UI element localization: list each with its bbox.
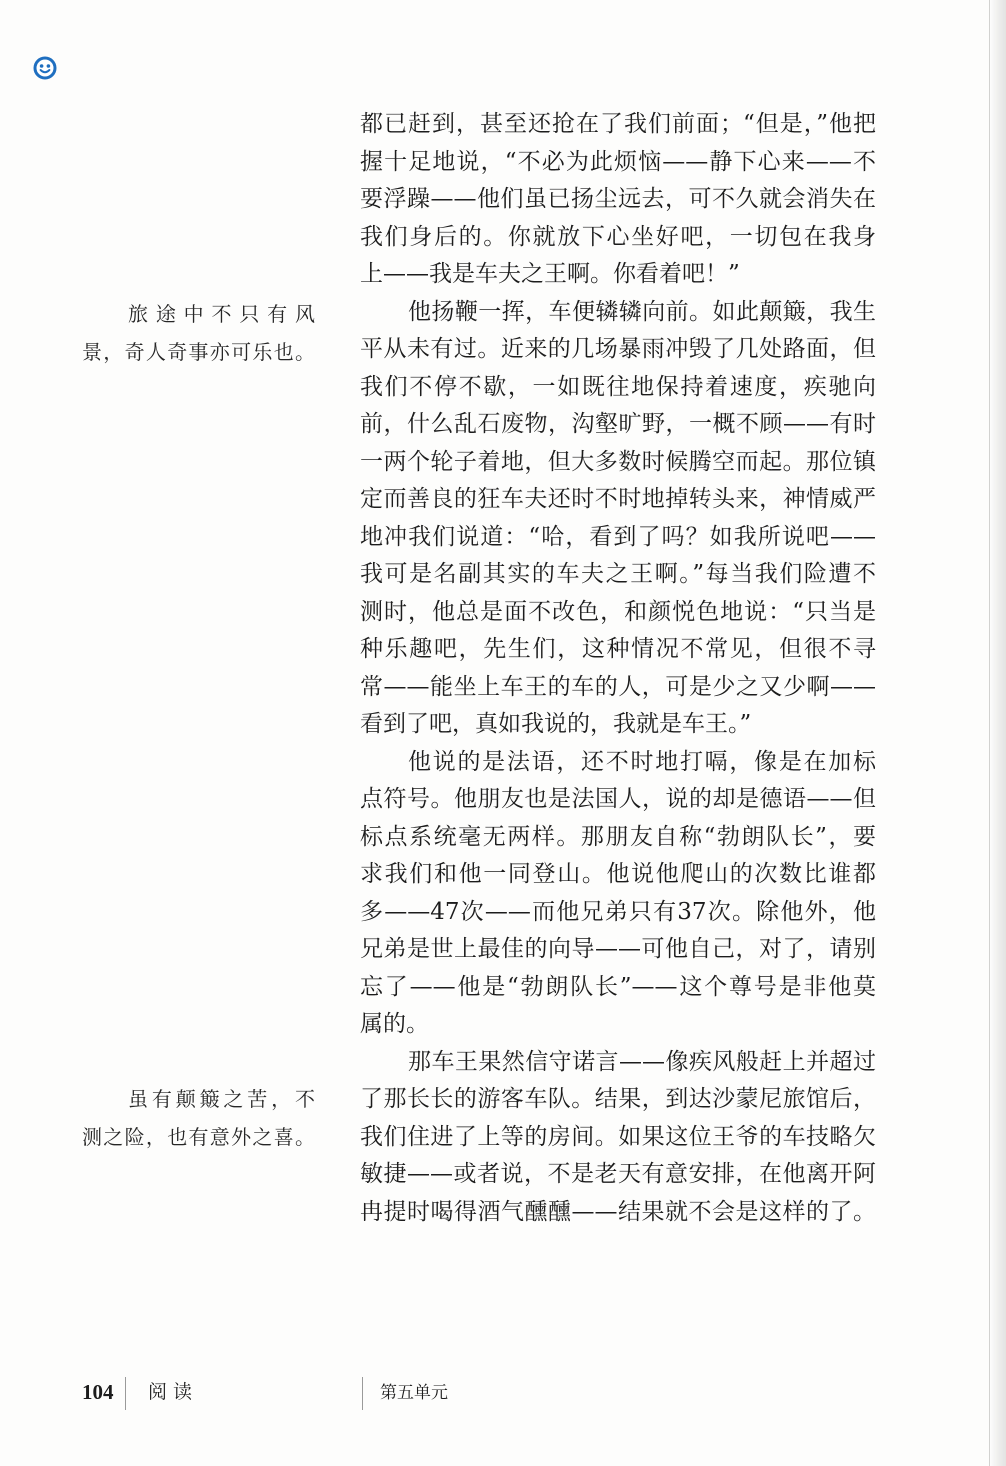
text-line: 地冲我们说道：“哈，看到了吗？如我所说吧—— — [360, 523, 876, 550]
text-line: 一两个轮子着地，但大多数时候腾空而起。那位镇 — [360, 448, 876, 475]
text-line: 了那长长的游客车队。结果，到达沙蒙尼旅馆后， — [360, 1086, 876, 1112]
text-line: 点符号。他朋友也是法国人，说的却是德语——但 — [360, 786, 876, 812]
main-text — [360, 106, 876, 1231]
text-line: 握十足地说，“不必为此烦恼——静下心来——不 — [360, 148, 876, 175]
text-line: 他扬鞭一挥，车便辚辚向前。如此颠簸，我生 — [408, 298, 876, 325]
page-edge-shadow — [989, 0, 1006, 1466]
paragraph — [360, 106, 876, 294]
text-line: 常——能坐上车王的车的人，可是少之又少啊—— — [360, 673, 876, 700]
side-note — [82, 1081, 315, 1156]
text-line: 求我们和他一同登山。他说他爬山的次数比谁都 — [360, 861, 876, 887]
text-line: 平从未有过。近来的几场暴雨冲毁了几处路面，但 — [360, 336, 876, 362]
text-line: 我们住进了上等的房间。如果这位王爷的车技略欠 — [360, 1123, 876, 1150]
unit-label: 第五单元 — [380, 1383, 448, 1403]
text-line: 看到了吧，真如我说的，我就是车王。” — [360, 711, 752, 737]
text-line: 种乐趣吧，先生们，这种情况不常见，但很不寻 — [360, 636, 876, 662]
text-line: 定而善良的狂车夫还时不时地掉转头来，神情威严 — [360, 486, 876, 512]
side-note-line: 旅途中不只有风 — [128, 302, 315, 326]
side-note-line: 景，奇人奇事亦可乐也。 — [82, 339, 315, 364]
text-line: 冉提时喝得酒气醺醺——结果就不会是这样的了。 — [360, 1198, 876, 1225]
paragraph — [360, 1044, 876, 1232]
paragraph — [360, 744, 876, 1044]
text-line: 都已赶到，甚至还抢在了我们前面；“但是，”他把 — [360, 111, 876, 137]
text-line: 那车王果然信守诺言——像疾风般赶上并超过 — [408, 1048, 876, 1075]
text-line: 属的。 — [360, 1011, 429, 1037]
side-note — [82, 296, 315, 371]
text-line: 我可是名副其实的车夫之王啊。”每当我们险遭不 — [360, 561, 876, 587]
footer-divider — [125, 1377, 126, 1410]
smiley-icon — [32, 55, 58, 81]
text-line: 前，什么乱石废物，沟壑旷野，一概不顾——有时 — [360, 411, 876, 437]
side-note-line: 测之险，也有意外之喜。 — [82, 1124, 315, 1149]
footer-divider — [362, 1377, 363, 1410]
text-line: 多——47次——而他兄弟只有37次。除他外，他 — [360, 898, 876, 925]
text-line: 我们身后的。你就放下心坐好吧，一切包在我身 — [360, 223, 876, 250]
text-line: 要浮躁——他们虽已扬尘远去，可不久就会消失在 — [360, 186, 876, 212]
text-line: 他说的是法语，还不时地打嗝，像是在加标 — [408, 748, 876, 775]
text-line: 标点系统毫无两样。那朋友自称“勃朗队长”，要 — [360, 823, 876, 850]
text-line: 我们不停不歇，一如既往地保持着速度，疾驰向 — [360, 373, 876, 400]
text-line: 上——我是车夫之王啊。你看着吧！” — [360, 261, 740, 287]
text-line: 敏捷——或者说，不是老天有意安排，在他离开阿 — [360, 1161, 876, 1187]
side-note-line: 虽有颠簸之苦，不 — [128, 1087, 315, 1111]
text-line: 兄弟是世上最佳的向导——可他自己，对了，请别 — [360, 936, 876, 962]
page-number: 104 — [82, 1380, 114, 1404]
text-line: 测时，他总是面不改色，和颜悦色地说：“只当是 — [360, 598, 876, 625]
book-title: 阅 读 — [148, 1381, 193, 1403]
paragraph — [360, 294, 876, 744]
text-line: 忘了——他是“勃朗队长”——这个尊号是非他莫 — [360, 973, 876, 1000]
